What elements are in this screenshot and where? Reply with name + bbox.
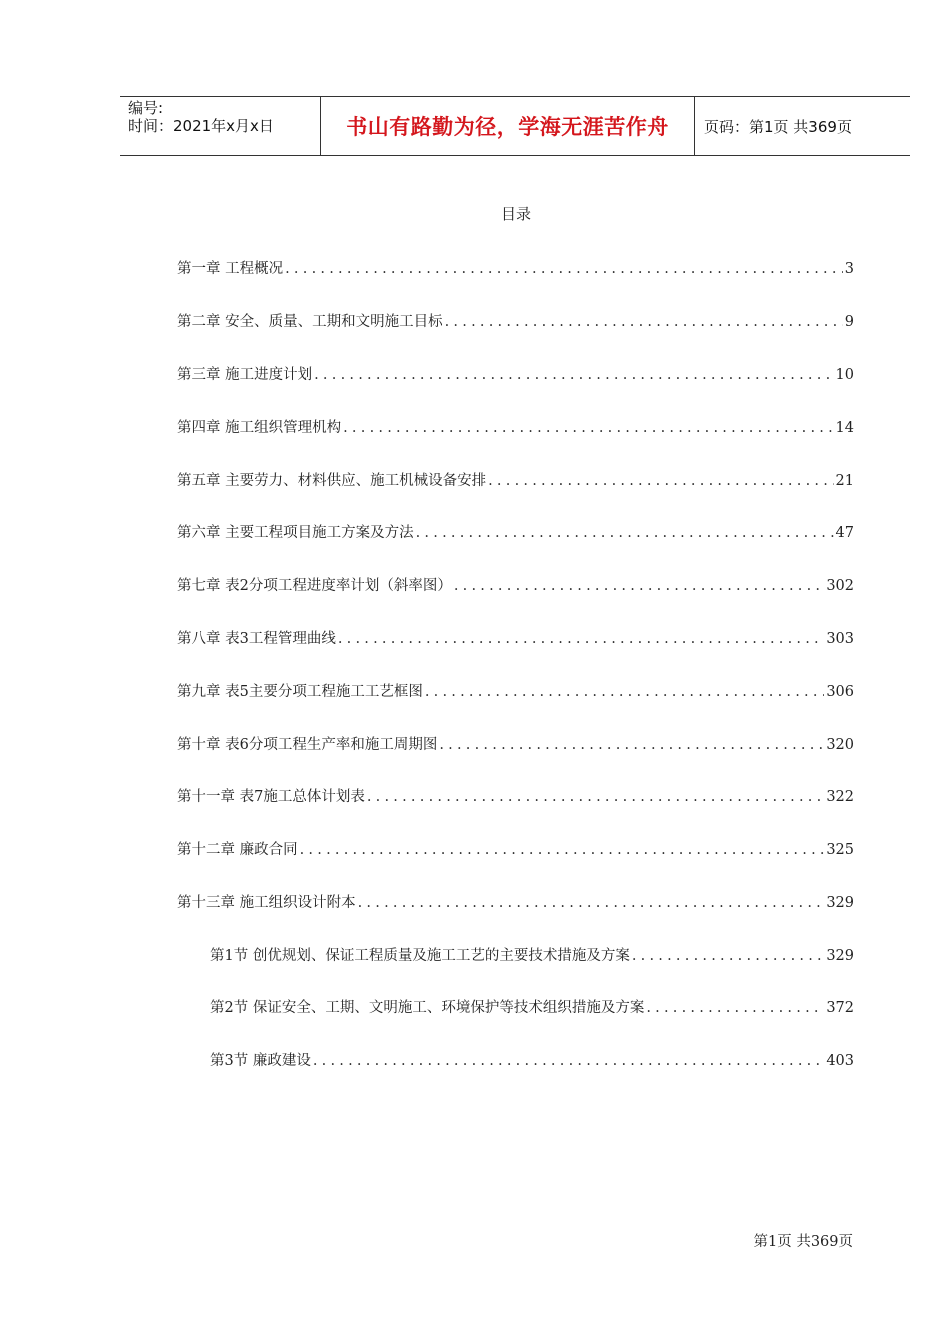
- page-footer: 第1页 共369页: [753, 1234, 853, 1250]
- toc-leader-dots: [439, 737, 824, 753]
- toc-entry[interactable]: [177, 310, 854, 332]
- header-meta: [120, 97, 321, 155]
- toc-leader-dots: [358, 895, 825, 911]
- toc-leader-dots: [632, 948, 824, 964]
- toc-leader-dots: [338, 631, 824, 647]
- toc-entry-label: 第四章 施工组织管理机构: [177, 420, 342, 436]
- toc-entry-label: 第十一章 表7施工总体计划表: [177, 789, 365, 805]
- toc-entry[interactable]: [177, 257, 854, 279]
- toc-entry[interactable]: [177, 363, 854, 385]
- document-header: [120, 96, 910, 156]
- toc-entry-label: 第七章 表2分项工程进度率计划（斜率图）: [177, 578, 452, 594]
- toc-leader-dots: [445, 314, 843, 330]
- toc-entry-page: 372: [826, 1000, 854, 1016]
- toc-leader-dots: [425, 684, 824, 700]
- toc-entry-page: 14: [835, 420, 854, 436]
- toc-entry[interactable]: [177, 785, 854, 807]
- header-number-label: 编号:: [128, 99, 164, 117]
- toc-entry[interactable]: [177, 416, 854, 438]
- toc-entry[interactable]: [177, 469, 854, 491]
- toc-entry-page: 325: [826, 842, 854, 858]
- toc-entry-page: 306: [826, 684, 854, 700]
- toc-entry-label: 第二章 安全、质量、工期和文明施工目标: [177, 314, 443, 330]
- header-time-label: 时间：2021年x月x日: [128, 117, 274, 135]
- toc-leader-dots: [285, 261, 843, 277]
- header-motto: 书山有路勤为径，学海无涯苦作舟: [321, 97, 695, 155]
- toc-entry-label: 第2节 保证安全、工期、文明施工、环境保护等技术组织措施及方案: [210, 1000, 645, 1016]
- toc-leader-dots: [313, 1053, 824, 1069]
- toc-entry-page: 47: [835, 525, 854, 541]
- toc-title: 目录: [500, 205, 531, 223]
- toc-subentry[interactable]: [210, 944, 854, 966]
- toc-leader-dots: [488, 473, 833, 489]
- toc-entry-page: 9: [844, 314, 854, 330]
- toc-entry-label: 第五章 主要劳力、材料供应、施工机械设备安排: [177, 473, 487, 489]
- toc-entry-label: 第3节 廉政建设: [210, 1053, 311, 1069]
- toc-entry-page: 322: [826, 789, 854, 805]
- toc-entry-page: 3: [844, 261, 854, 277]
- toc-leader-dots: [343, 420, 833, 436]
- toc-entry[interactable]: [177, 680, 854, 702]
- toc-leader-dots: [646, 1000, 824, 1016]
- toc-subentry[interactable]: [210, 1049, 854, 1071]
- toc-entry-label: 第十章 表6分项工程生产率和施工周期图: [177, 737, 438, 753]
- toc-leader-dots: [314, 367, 833, 383]
- toc-leader-dots: [454, 578, 824, 594]
- toc-leader-dots: [367, 789, 824, 805]
- toc-entry-page: 303: [826, 631, 854, 647]
- toc-entry[interactable]: [177, 891, 854, 913]
- toc-entry[interactable]: [177, 838, 854, 860]
- toc-entry-page: 320: [826, 737, 854, 753]
- toc-entry-label: 第六章 主要工程项目施工方案及方法: [177, 525, 414, 541]
- toc-entry-label: 第十二章 廉政合同: [177, 842, 298, 858]
- header-page-info: 页码：第1页 共369页: [704, 117, 852, 136]
- toc-entry[interactable]: [177, 574, 854, 596]
- toc-entry-label: 第一章 工程概况: [177, 261, 284, 277]
- toc-entry-page: 403: [826, 1053, 854, 1069]
- toc-subentry[interactable]: [210, 996, 854, 1018]
- toc-entry-page: 10: [835, 367, 854, 383]
- toc-entry-page: 21: [835, 473, 854, 489]
- toc-entry[interactable]: [177, 521, 854, 543]
- toc-entry-label: 第九章 表5主要分项工程施工工艺框图: [177, 684, 423, 700]
- toc-entry[interactable]: [177, 627, 854, 649]
- toc-entry-label: 第八章 表3工程管理曲线: [177, 631, 336, 647]
- toc-leader-dots: [300, 842, 825, 858]
- toc-entry-label: 第十三章 施工组织设计附本: [177, 895, 356, 911]
- toc-entry-page: 302: [826, 578, 854, 594]
- toc-leader-dots: [416, 525, 834, 541]
- toc-entry-label: 第三章 施工进度计划: [177, 367, 313, 383]
- toc-entry[interactable]: [177, 733, 854, 755]
- toc-entry-page: 329: [826, 948, 854, 964]
- toc-entry-label: 第1节 创优规划、保证工程质量及施工工艺的主要技术措施及方案: [210, 948, 630, 964]
- toc-entry-page: 329: [826, 895, 854, 911]
